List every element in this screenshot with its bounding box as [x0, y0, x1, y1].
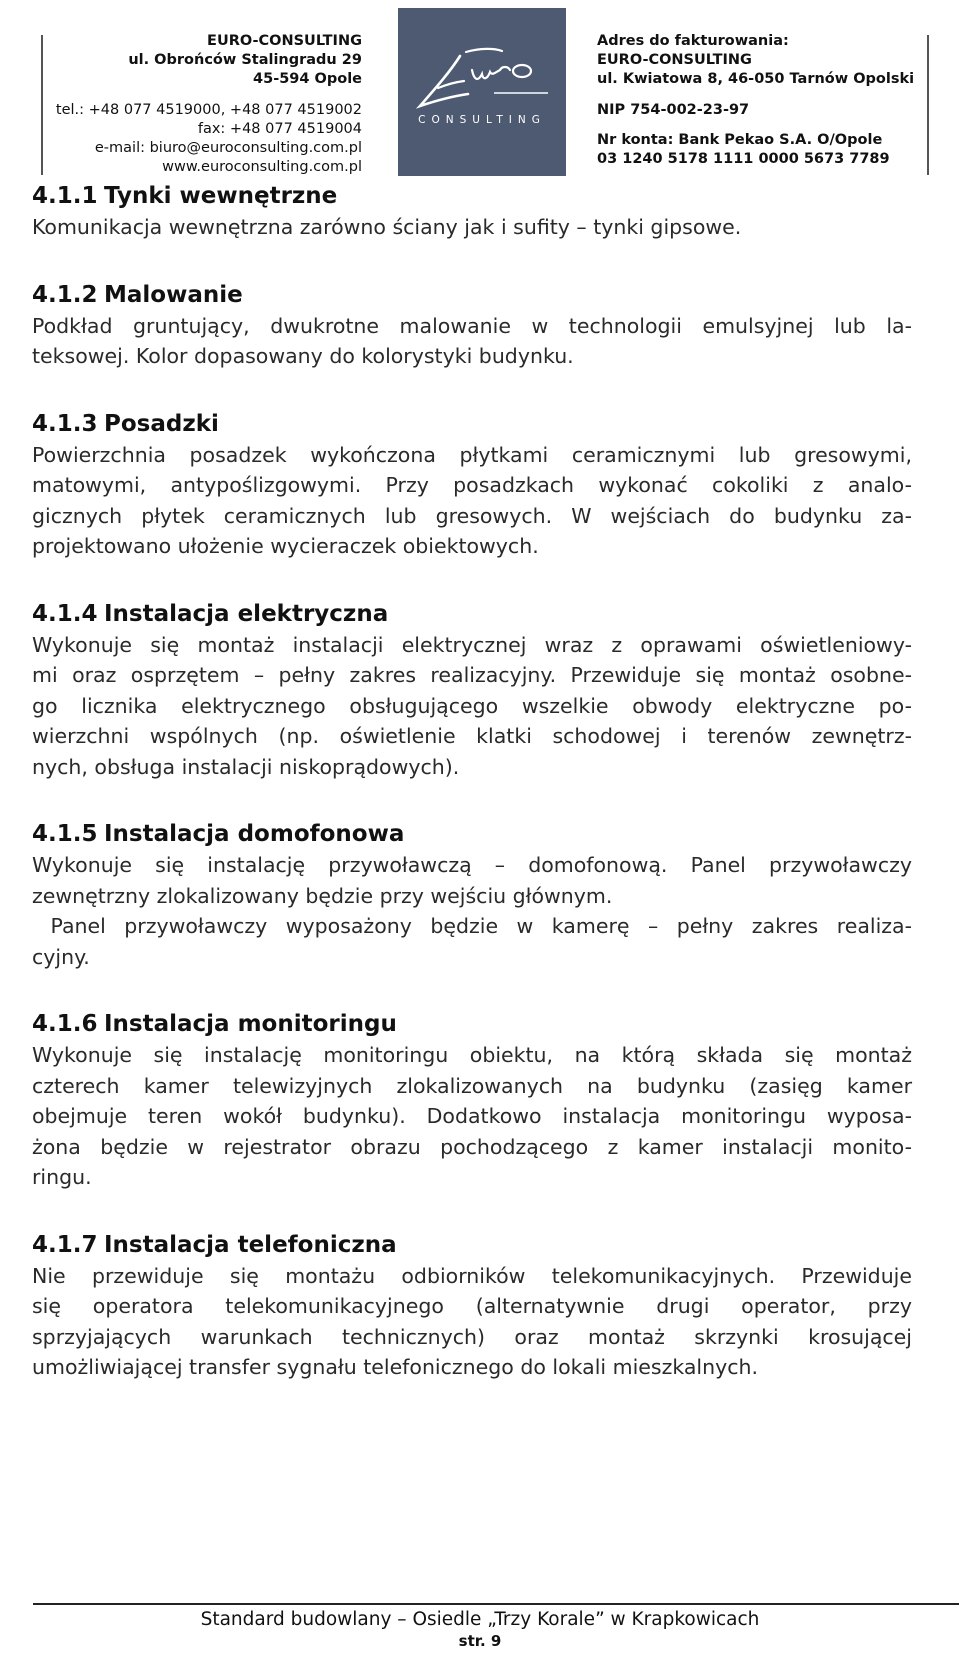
billing-bank: Nr konta: Bank Pekao S.A. O/Opole: [597, 132, 883, 148]
section-paragraph: [32, 850, 912, 972]
footer-title: Standard budowlany – Osiedle „Trzy Korale” w Krapkowicach: [200, 1609, 760, 1630]
section-number: 4.1.7: [32, 1231, 98, 1258]
text-line: teksowej. Kolor dopasowany do kolorystyki budynku.: [32, 344, 574, 368]
company-website: www.euroconsulting.com.pl: [162, 159, 362, 175]
section-heading: [32, 818, 960, 850]
text-line: Wykonuje się instalację przywoławczą – domofonową. Panel przywoławczy: [32, 853, 912, 877]
text-line: Wykonuje się montaż instalacji elektrycznej wraz z oprawami oświetleniowy-: [32, 632, 912, 657]
euro-consulting-logo: [398, 8, 566, 176]
section-heading: [32, 279, 960, 311]
section-instalacja-monitoringu: [32, 1008, 960, 1193]
billing-label: Adres do fakturowania:: [597, 33, 789, 49]
text-line: Powierzchnia posadzek wykończona płytkami ceramicznymi lub gresowymi,: [32, 442, 912, 467]
section-paragraph: [32, 311, 912, 372]
section-heading: [32, 598, 960, 630]
section-malowanie: [32, 279, 960, 372]
section-heading: [32, 1008, 960, 1040]
section-title: Posadzki: [104, 410, 219, 437]
section-number: 4.1.6: [32, 1011, 98, 1037]
section-number: 4.1.5: [32, 821, 98, 847]
section-title: Instalacja elektryczna: [104, 600, 389, 627]
section-heading: [32, 180, 960, 212]
page-number: str. 9: [458, 1632, 502, 1650]
section-instalacja-elektryczna: [32, 598, 960, 783]
billing-company: EURO-CONSULTING: [597, 52, 752, 68]
text-line: zewnętrzny zlokalizowany będzie przy wejściu głównym.: [32, 883, 613, 908]
document-body: [32, 180, 960, 1419]
text-line: Panel przywoławczy wyposażony będzie w kamerę – pełny zakres realiza-: [32, 914, 912, 938]
company-city: 45-594 Opole: [253, 71, 362, 87]
text-line: się operatora telekomunikacyjnego (alternatywnie drugi operator, przy: [32, 1294, 912, 1318]
billing-street: ul. Kwiatowa 8, 46-050 Tarnów Opolski: [597, 71, 915, 87]
text-line: żona będzie w rejestrator obrazu pochodzącego z kamer instalacji monito-: [32, 1134, 912, 1159]
section-paragraph: [32, 1261, 912, 1383]
text-line: matowymi, antypoślizgowymi. Przy posadzkach wykonać cokoliki z analo-: [32, 473, 912, 497]
section-instalacja-domofonowa: [32, 818, 960, 972]
section-title: Instalacja monitoringu: [104, 1011, 397, 1037]
company-name: EURO-CONSULTING: [207, 33, 362, 49]
text-line: mi oraz osprzętem – pełny zakres realizacyjny. Przewiduje się montaż osobne-: [32, 663, 912, 687]
header-divider-right: [927, 35, 929, 175]
logo-wordmark: CONSULTING: [418, 114, 546, 126]
section-number: 4.1.1: [32, 183, 98, 209]
section-title: Instalacja domofonowa: [104, 821, 405, 847]
billing-account: 03 1240 5178 1111 0000 5673 7789: [597, 151, 890, 167]
logo-script-mark: [398, 8, 566, 176]
text-line: projektowano ułożenie wycieraczek obiektowych.: [32, 534, 539, 558]
text-line: gicznych płytek ceramicznych lub gresowych. W wejściach do budynku za-: [32, 503, 912, 528]
text-line: umożliwiającej transfer sygnału telefonicznego do lokali mieszkalnych.: [32, 1355, 759, 1379]
section-instalacja-telefoniczna: [32, 1229, 960, 1383]
company-phone: tel.: +48 077 4519000, +48 077 4519002: [55, 102, 362, 118]
text-line: go licznika elektrycznego obsługującego wszelkie obwody elektryczne po-: [32, 693, 912, 718]
section-number: 4.1.2: [32, 281, 98, 308]
section-paragraph: [32, 630, 912, 783]
billing-address-block: [597, 32, 927, 169]
text-line: Komunikacja wewnętrzna zarówno ściany jak i sufity – tynki gipsowe.: [32, 215, 742, 239]
section-number: 4.1.3: [32, 410, 98, 437]
text-line: wierzchni wspólnych (np. oświetlenie klatki schodowej i terenów zewnętrz-: [32, 724, 912, 748]
text-line: cyjny.: [32, 944, 90, 969]
company-street: ul. Obrońców Stalingradu 29: [128, 52, 362, 68]
footer-divider: [33, 1603, 959, 1605]
section-title: Instalacja telefoniczna: [104, 1231, 397, 1258]
text-line: nych, obsługa instalacji niskoprądowych).: [32, 754, 460, 779]
section-tynki: [32, 180, 960, 243]
section-posadzki: [32, 408, 960, 562]
text-line: obejmuje teren wokół budynku). Dodatkowo instalacja monitoringu wyposa-: [32, 1104, 912, 1128]
text-line: Nie przewiduje się montażu odbiorników telekomunikacyjnych. Przewiduje: [32, 1263, 912, 1288]
section-title: Malowanie: [104, 281, 243, 308]
text-line: czterech kamer telewizyjnych zlokalizowanych na budynku (zasięg kamer: [32, 1073, 912, 1098]
text-line: Podkład gruntujący, dwukrotne malowanie w technologii emulsyjnej lub la-: [32, 313, 912, 338]
section-paragraph: [32, 212, 960, 243]
text-line: Wykonuje się instalację monitoringu obiektu, na którą składa się montaż: [32, 1043, 912, 1067]
section-heading: [32, 408, 960, 440]
section-paragraph: [32, 1040, 912, 1193]
company-fax: fax: +48 077 4519004: [197, 121, 362, 137]
billing-nip: NIP 754-002-23-97: [597, 102, 750, 118]
text-line: sprzyjających warunkach technicznych) oraz montaż skrzynki krosującej: [32, 1324, 912, 1349]
text-line: ringu.: [32, 1165, 92, 1189]
section-paragraph: [32, 440, 912, 562]
company-address-block: [42, 32, 362, 177]
section-heading: [32, 1229, 960, 1261]
section-title: Tynki wewnętrzne: [104, 183, 338, 209]
company-email: e-mail: biuro@euroconsulting.com.pl: [94, 140, 362, 156]
section-number: 4.1.4: [32, 600, 98, 627]
